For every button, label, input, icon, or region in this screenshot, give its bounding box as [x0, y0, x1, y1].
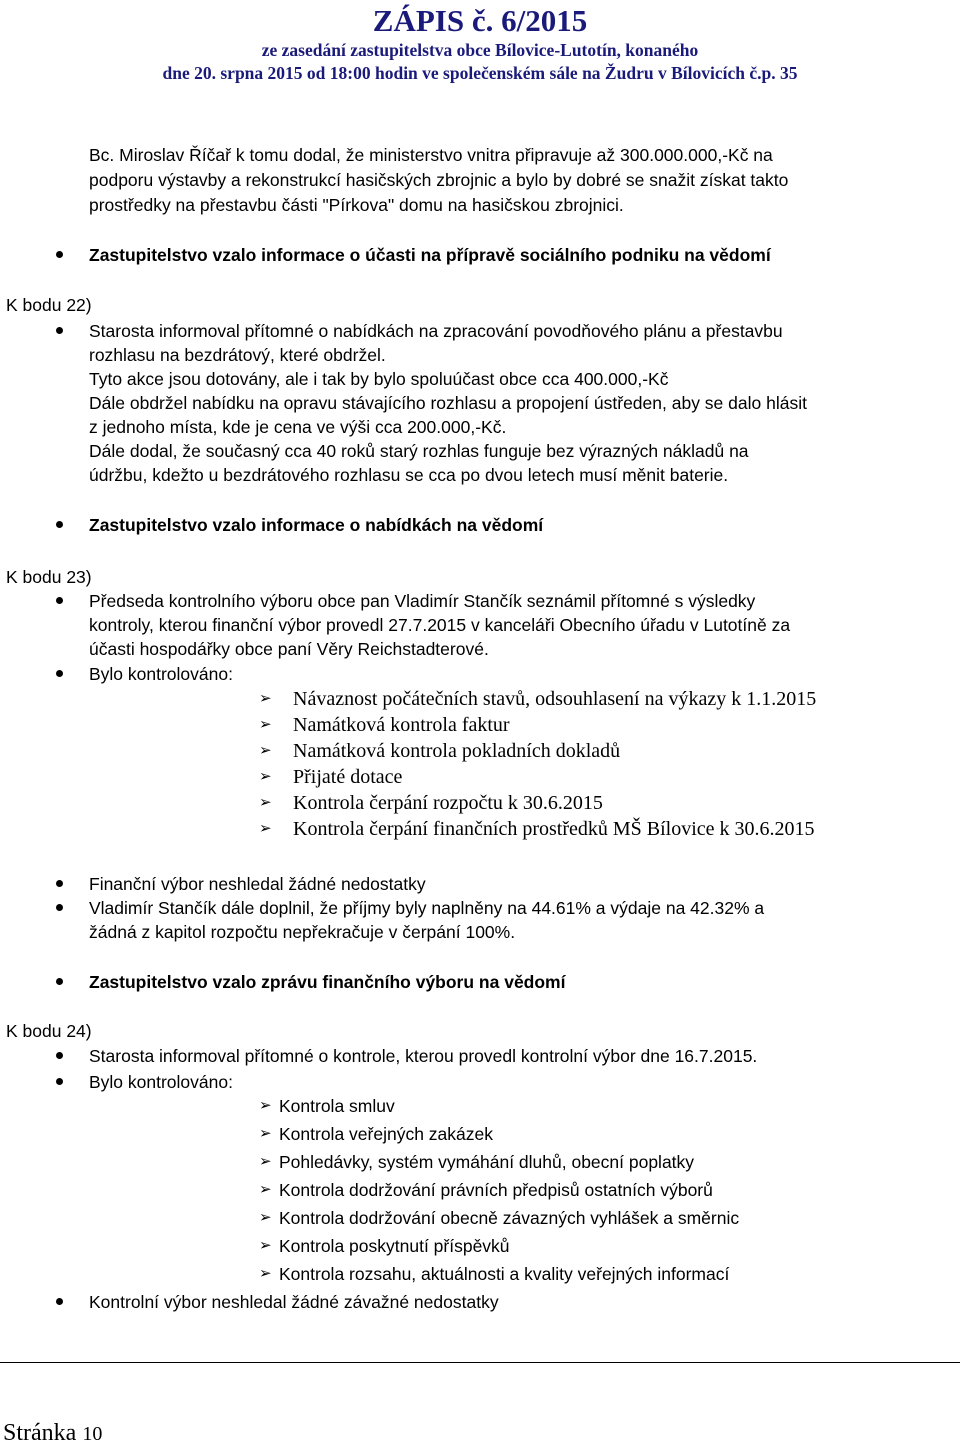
footer-divider: [0, 1362, 960, 1363]
arrow-bullet-icon: ➢: [259, 1237, 272, 1254]
header-subtitle-line2: dne 20. srpna 2015 od 18:00 hodin ve společenském sále na Žudru v Bílovicích č.p. 35: [162, 63, 798, 83]
paragraph-line: účasti hospodářky obce paní Věry Reichstadterové.: [89, 639, 489, 659]
checked-item: Přijaté dotace: [293, 766, 403, 788]
bullet-icon: [56, 978, 63, 985]
arrow-bullet-icon: ➢: [259, 716, 272, 733]
bullet-icon: [56, 670, 63, 677]
arrow-bullet-icon: ➢: [259, 1153, 272, 1170]
paragraph-line: Vladimír Stančík dále doplnil, že příjmy byly naplněny na 44.61% a výdaje na 42.32% a: [89, 898, 765, 918]
paragraph-line: Tyto akce jsou dotovány, ale i tak by bylo spoluúčast obce cca 400.000,-Kč: [89, 369, 669, 389]
section-heading: K bodu 23): [6, 567, 92, 587]
checked-item: Kontrola čerpání rozpočtu k 30.6.2015: [293, 792, 603, 814]
paragraph-line: prostředky na přestavbu části "Pírkova" domu na hasičskou zbrojnici.: [89, 195, 624, 215]
paragraph-line: Starosta informoval přítomné o kontrole, kterou provedl kontrolní výbor dne 16.7.2015.: [89, 1046, 758, 1066]
arrow-bullet-icon: ➢: [259, 1265, 272, 1282]
bullet-icon: [56, 597, 63, 604]
paragraph-line: Bc. Miroslav Říčař k tomu dodal, že ministerstvo vnitra připravuje až 300.000.000,-Kč na: [89, 145, 773, 165]
document-title: ZÁPIS č. 6/2015: [372, 3, 588, 38]
checked-item: Kontrola dodržování obecně závazných vyhlášek a směrnic: [279, 1208, 740, 1228]
page-number: [3, 1418, 102, 1449]
checked-item: Kontrola dodržování právních předpisů ostatních výborů: [279, 1180, 713, 1200]
bullet-icon: [56, 251, 63, 258]
bullet-icon: [56, 880, 63, 887]
arrow-bullet-icon: ➢: [259, 1181, 272, 1198]
checked-item: Kontrola poskytnutí příspěvků: [279, 1236, 510, 1256]
arrow-bullet-icon: ➢: [259, 768, 272, 785]
checked-label: Bylo kontrolováno:: [89, 1072, 233, 1092]
bullet-icon: [56, 1052, 63, 1059]
arrow-bullet-icon: ➢: [259, 820, 272, 837]
checked-item: Kontrola rozsahu, aktuálnosti a kvality veřejných informací: [279, 1264, 730, 1284]
resolution-text: Zastupitelstvo vzalo informace o nabídkách na vědomí: [89, 515, 544, 535]
paragraph-line: z jednoho místa, kde je cena ve výši cca 200.000,-Kč.: [89, 417, 507, 437]
arrow-bullet-icon: ➢: [259, 742, 272, 759]
arrow-bullet-icon: ➢: [259, 1125, 272, 1142]
paragraph-line: údržbu, kdežto u bezdrátového rozhlasu se cca po dvou letech musí měnit baterie.: [89, 465, 729, 485]
resolution-text: Zastupitelstvo vzalo informace o účasti na přípravě sociálního podniku na vědomí: [89, 245, 771, 265]
checked-item: Kontrola veřejných zakázek: [279, 1124, 493, 1144]
paragraph-line: Starosta informoval přítomné o nabídkách na zpracování povodňového plánu a přestavbu: [89, 321, 783, 341]
arrow-bullet-icon: ➢: [259, 1097, 272, 1114]
arrow-bullet-icon: ➢: [259, 794, 272, 811]
checked-item: Namátková kontrola faktur: [293, 714, 510, 736]
checked-item: Kontrola čerpání finančních prostředků MŠ Bílovice k 30.6.2015: [293, 818, 815, 840]
paragraph-line: kontroly, kterou finanční výbor provedl 27.7.2015 v kanceláři Obecního úřadu v Lutotíně za: [89, 615, 791, 635]
header-subtitle-line1: ze zasedání zastupitelstva obce Bílovice-Lutotín, konaného: [261, 40, 699, 60]
checked-label: Bylo kontrolováno:: [89, 664, 233, 684]
bullet-icon: [56, 1078, 63, 1085]
section-heading: K bodu 24): [6, 1021, 92, 1041]
checked-item: Namátková kontrola pokladních dokladů: [293, 740, 621, 762]
paragraph-line: Dále obdržel nabídku na opravu stávajícího rozhlasu a propojení ústředen, aby se dalo hlásit: [89, 393, 807, 413]
paragraph-line: podporu výstavby a rekonstrukcí hasičských zbrojnic a bylo by dobré se snažit získat takto: [89, 170, 789, 190]
page-label: Stránka: [3, 1420, 77, 1446]
resolution-text: Zastupitelstvo vzalo zprávu finančního výboru na vědomí: [89, 972, 566, 992]
arrow-bullet-icon: ➢: [259, 1209, 272, 1226]
section-heading: K bodu 22): [6, 295, 92, 315]
checked-item: Kontrola smluv: [279, 1096, 395, 1116]
finding-text: Finanční výbor neshledal žádné nedostatky: [89, 874, 426, 894]
page-number-value: 10: [82, 1423, 103, 1445]
bullet-icon: [56, 521, 63, 528]
paragraph-line: Dále dodal, že současný cca 40 roků starý rozhlas funguje bez výrazných nákladů na: [89, 441, 749, 461]
bullet-icon: [56, 1298, 63, 1305]
paragraph-line: Předseda kontrolního výboru obce pan Vladimír Stančík seznámil přítomné s výsledky: [89, 591, 756, 611]
paragraph-line: rozhlasu na bezdrátový, které obdržel.: [89, 345, 386, 365]
checked-item: Pohledávky, systém vymáhání dluhů, obecní poplatky: [279, 1152, 695, 1172]
paragraph-line: žádná z kapitol rozpočtu nepřekračuje v čerpání 100%.: [89, 922, 516, 942]
finding-text: Kontrolní výbor neshledal žádné závažné nedostatky: [89, 1292, 499, 1312]
checked-item: Návaznost počátečních stavů, odsouhlasení na výkazy k 1.1.2015: [293, 688, 817, 710]
arrow-bullet-icon: ➢: [259, 690, 272, 707]
bullet-icon: [56, 327, 63, 334]
bullet-icon: [56, 904, 63, 911]
